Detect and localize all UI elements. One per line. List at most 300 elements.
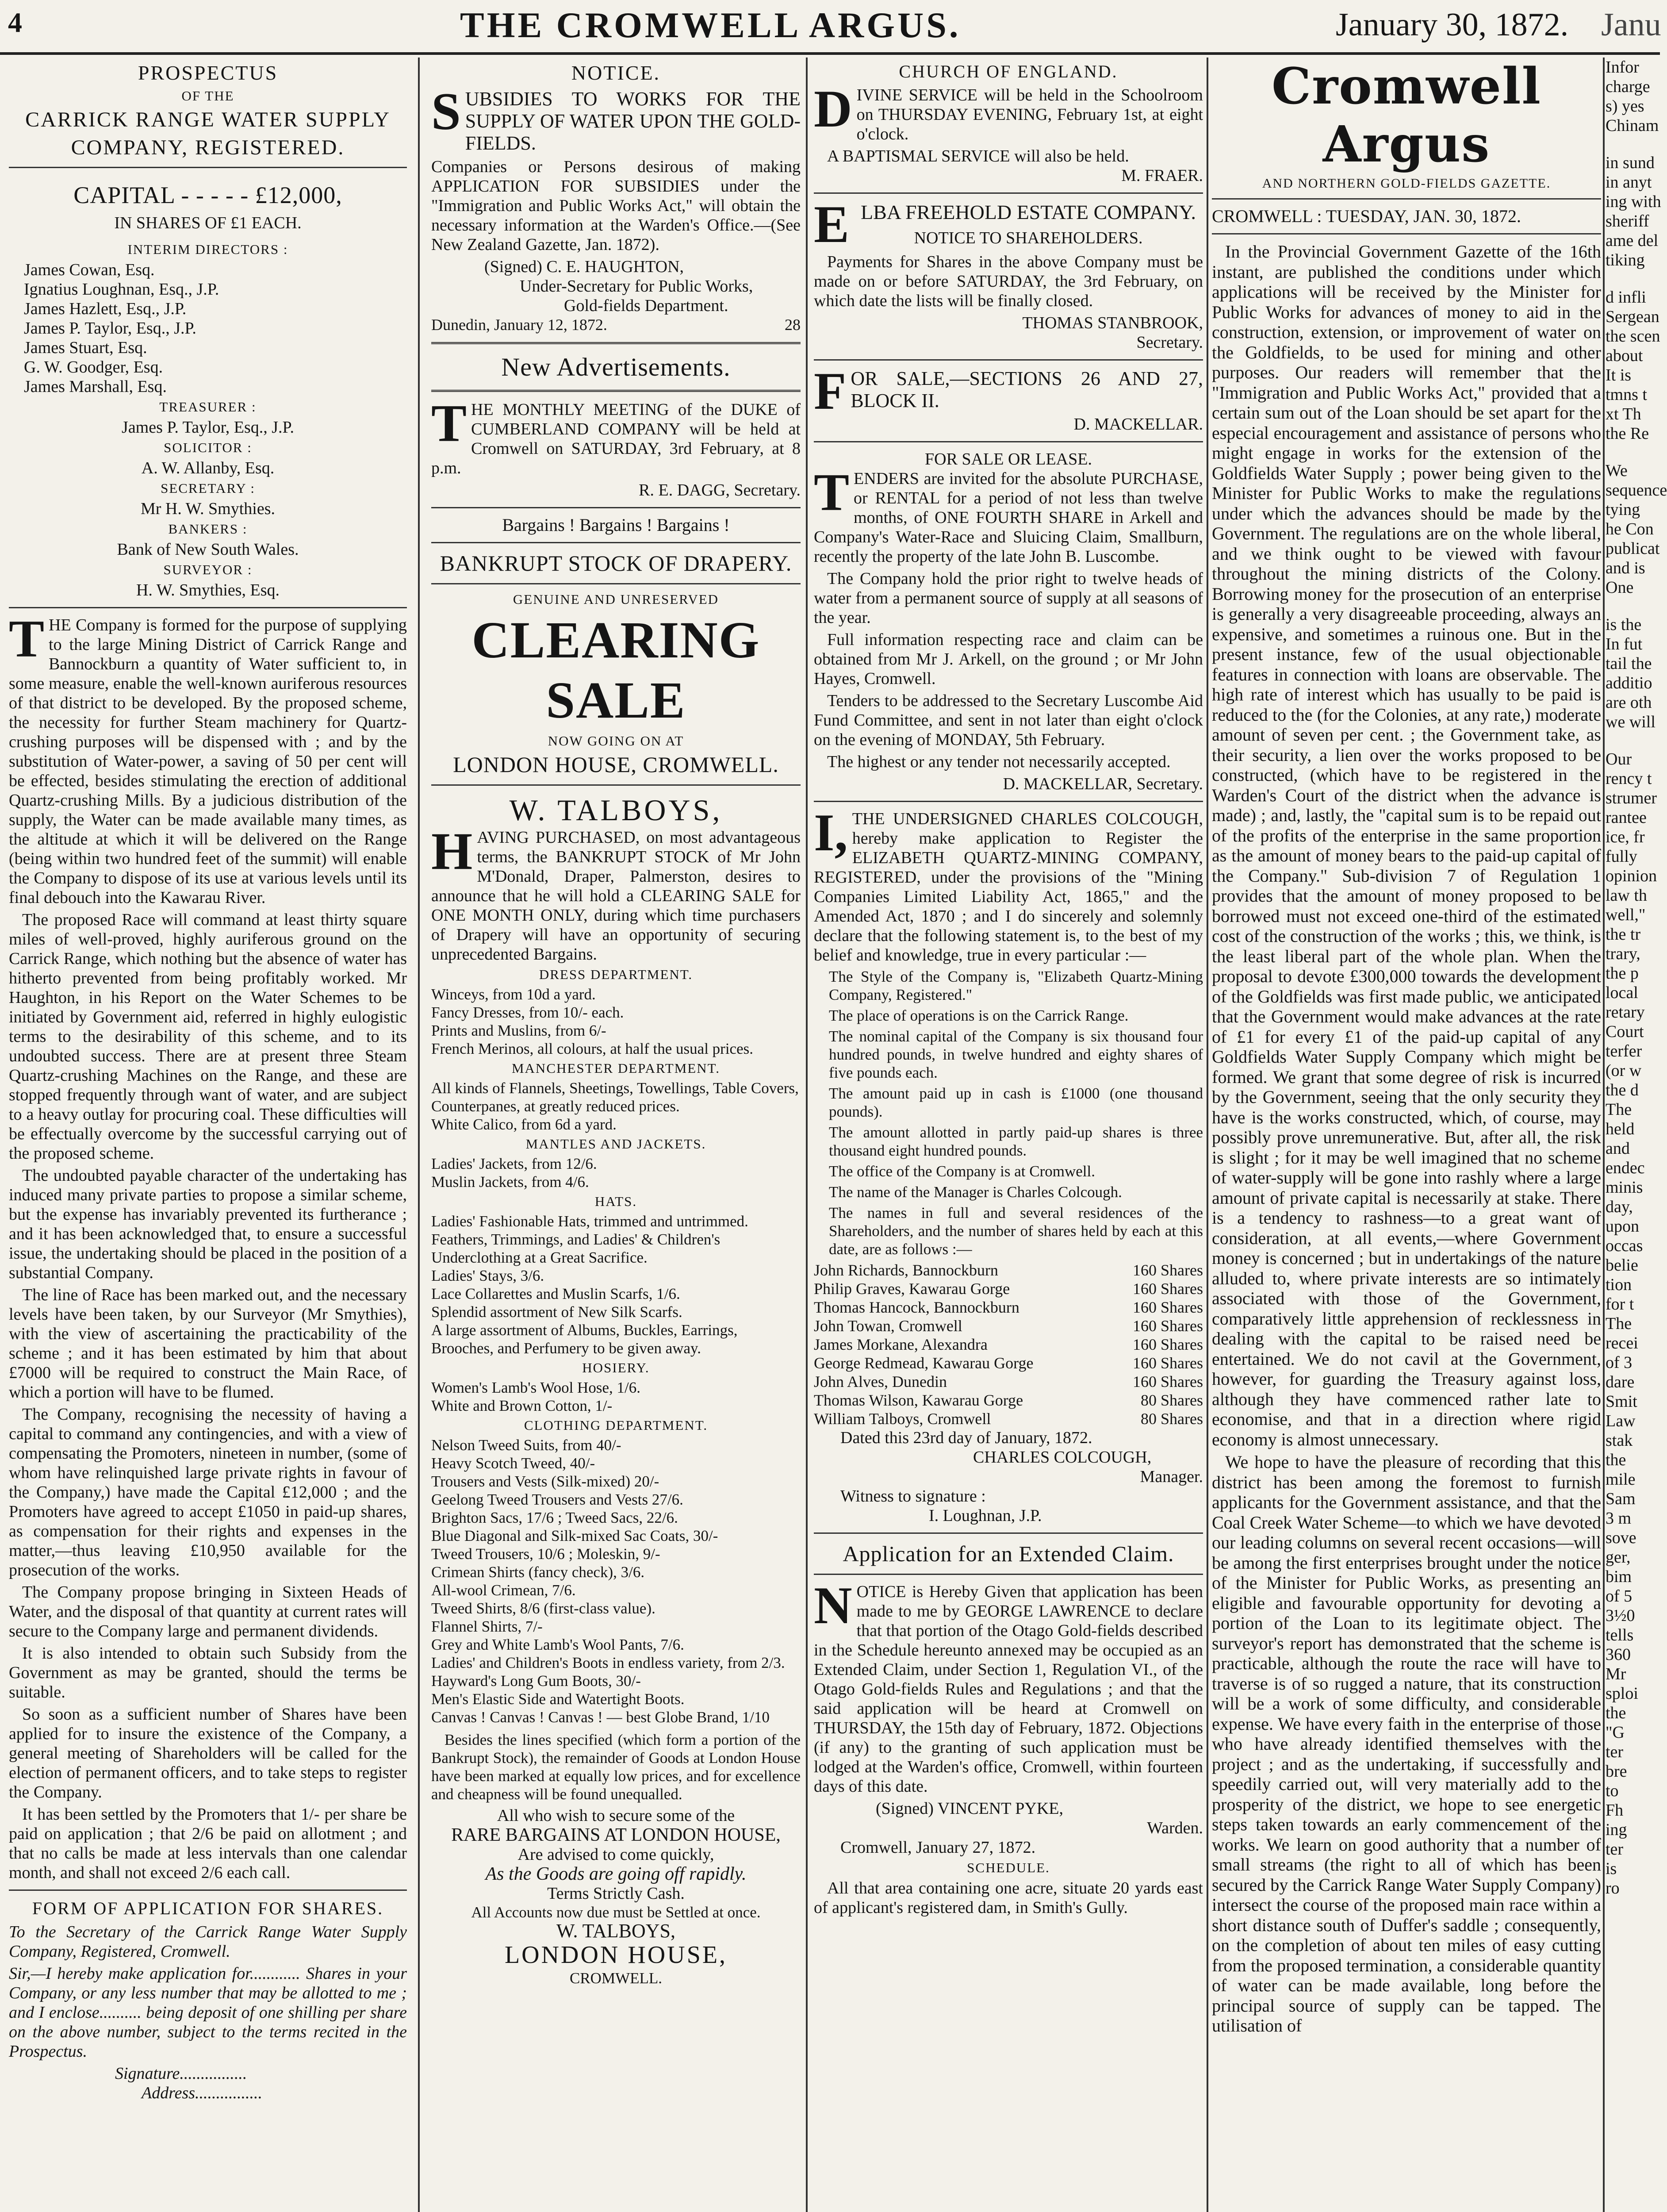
adjacent-page-text-fragment: xt Th <box>1606 405 1641 423</box>
clothing-item: Flannel Shirts, 7/- <box>431 1618 543 1635</box>
adjacent-page-text-fragment: It is <box>1606 366 1632 384</box>
subsidies-body: Companies or Persons desirous of making APPLICATION FOR SUBSIDIES under the "Immigration and Public Works Act," will obtain the necessary information at the Warden's Office.—(See New Zealand Gazette, Jan. 1872). <box>431 157 801 254</box>
page-number: 4 <box>8 7 22 38</box>
adjacent-page-text-fragment: In fut <box>1606 635 1643 653</box>
adjacent-page-text-fragment: d infli <box>1606 288 1646 307</box>
genuine-line: GENUINE AND UNRESERVED <box>513 591 719 607</box>
colcough-item: The names in full and several residences of the Shareholders, and the number of shares held by each at this date, are as follows :— <box>829 1204 1203 1258</box>
elba-notice: NOTICE TO SHAREHOLDERS. <box>914 229 1143 247</box>
church-signature: M. FRAER. <box>1121 166 1203 185</box>
adjacent-page-text-fragment: rency t <box>1606 769 1652 788</box>
adjacent-page-text-fragment: and <box>1606 1139 1630 1158</box>
sale-or-lease-heading: FOR SALE OR LEASE. <box>925 450 1092 469</box>
dated-line: Dated this 23rd day of January, 1872. <box>840 1429 1092 1447</box>
prospectus-paragraph: The Company propose bringing in Sixteen Heads of Water, and the disposal of that quantity at current rates will secure to the Company large and permanent dividends. <box>9 1583 407 1640</box>
adjacent-page-text-fragment: the tr <box>1606 925 1641 944</box>
shareholder-shares: 160 Shares <box>1133 1354 1203 1372</box>
hats-heading: HATS. <box>594 1194 637 1209</box>
colcough-item: The place of operations is on the Carrick Range. <box>829 1007 1129 1024</box>
prospectus-paragraph: The undoubted payable character of the undertaking has induced many private parties to propose a similar scheme, but the expense has invariably prevented its furtherance ; and it has been acknowledged that, to ensure a successful issue, the undertaking should be placed in the position of a substantial Company. <box>9 1166 407 1282</box>
adjacent-page-text-fragment: well," <box>1606 906 1646 924</box>
elba-signature: THOMAS STANBROOK, <box>1022 314 1203 332</box>
paper-subtitle: AND NORTHERN GOLD-FIELDS GAZETTE. <box>1262 176 1551 191</box>
clothing-item: Brighton Sacs, 17/6 ; Tweed Sacs, 22/6. <box>431 1509 678 1526</box>
manchester-items <box>431 1079 801 1133</box>
bargains-line: Bargains ! Bargains ! Bargains ! <box>502 515 730 535</box>
new-advertisements-heading: New Advertisements. <box>501 353 731 381</box>
clothing-heading: CLOTHING DEPARTMENT. <box>524 1417 708 1433</box>
clothing-item: Crimean Shirts (fancy check), 3/6. <box>431 1563 645 1581</box>
column-prospectus <box>9 58 407 2212</box>
adjacent-page-text-fragment: minis <box>1606 1178 1643 1197</box>
clothing-item: Grey and White Lamb's Wool Pants, 7/6. <box>431 1636 684 1653</box>
adjacent-page-text-fragment: Chinam <box>1606 116 1659 135</box>
adjacent-page-text-fragment: tmns t <box>1606 385 1647 404</box>
adjacent-page-text-fragment: 3 m <box>1606 1509 1632 1528</box>
divider <box>814 192 1203 194</box>
divider <box>1212 198 1601 200</box>
dress-dept-heading: DRESS DEPARTMENT. <box>539 967 693 982</box>
adjacent-page-edge: Janu <box>1601 7 1661 43</box>
adjacent-page-text-fragment: about <box>1606 346 1643 365</box>
lodge-signature: R. E. DAGG, Secretary. <box>639 481 801 499</box>
divider <box>431 342 801 344</box>
clothing-item: Geelong Tweed Trousers and Vests 27/6. <box>431 1491 683 1508</box>
shareholder-row <box>814 1317 1203 1335</box>
adjacent-page-text-fragment: mile <box>1606 1470 1636 1489</box>
notice-heading: NOTICE. <box>571 61 661 84</box>
extended-claim-heading: Application for an Extended Claim. <box>843 1541 1174 1566</box>
director-name: James Cowan, Esq. <box>24 261 155 279</box>
adjacent-page-text-fragment: strumer <box>1606 789 1657 807</box>
shareholder-row <box>814 1354 1203 1372</box>
director-name: G. W. Goodger, Esq. <box>24 358 163 376</box>
adjacent-page-text-fragment: the <box>1606 1704 1626 1722</box>
shareholder-name: Philip Graves, Kawarau Gorge <box>814 1280 1010 1298</box>
newspaper-title: THE CROMWELL ARGUS. <box>460 5 961 45</box>
adjacent-page-text-fragment: Court <box>1606 1022 1644 1041</box>
adjacent-page-text-fragment: We <box>1606 461 1628 480</box>
talboys-body: HAVING PURCHASED, on most advantageous terms, the BANKRUPT STOCK of Mr John M'Donald, Draper, Palmerston, desires to announce that he will hold a CLEARING SALE for ONE MONTH ONLY, during which time purchasers of Drapery will have an opportunity of securing unprecedented Bargains. <box>431 822 801 964</box>
column-rule <box>418 58 420 2212</box>
hosiery-item: Women's Lamb's Wool Hose, 1/6. <box>431 1379 640 1396</box>
colcough-item: The name of the Manager is Charles Colcough. <box>829 1183 1122 1201</box>
clothing-item: Nelson Tweed Suits, from 40/- <box>431 1436 621 1454</box>
schedule-heading: SCHEDULE. <box>967 1860 1050 1875</box>
shareholder-name: John Richards, Bannockburn <box>814 1261 998 1279</box>
subsidies-role: Under-Secretary for Public Works, <box>520 277 753 296</box>
colcough-body: I,THE UNDERSIGNED CHARLES COLCOUGH, hereby make application to Register the ELIZABETH QUARTZ-MINING COMPANY, REGISTERED, under the provisions of the "Mining Companies Limited Liability Act, 1865," and the Amended Act, 1870 ; and I do sincerely and solemnly declare that the following statement is, to the best of my belief and knowledge, true in every particular :— <box>814 803 1203 964</box>
adjacent-page-text-fragment: Infor <box>1606 58 1639 77</box>
adjacent-page-text-fragment: stak <box>1606 1431 1633 1450</box>
adjacent-page-text-fragment: ing <box>1606 1820 1627 1839</box>
prospectus-paragraph: It is also intended to obtain such Subsidy from the Government as may be granted, should the terms be suitable. <box>9 1644 407 1701</box>
adjacent-page-text-fragment: Our <box>1606 750 1632 768</box>
mantles-item: Ladies' Jackets, from 12/6. <box>431 1155 597 1172</box>
shareholder-shares: 160 Shares <box>1133 1336 1203 1353</box>
divider <box>1212 233 1601 234</box>
divider <box>814 1532 1203 1534</box>
adjacent-page-text-fragment: The <box>1606 1100 1632 1119</box>
shareholder-shares: 160 Shares <box>1133 1373 1203 1390</box>
hats-item: Feathers, Trimmings, and Ladies' & Children's Underclothing at a Great Sacrifice. <box>431 1231 720 1266</box>
adjacent-page-text-fragment: publicat <box>1606 539 1660 558</box>
mantles-item: Muslin Jackets, from 4/6. <box>431 1173 589 1190</box>
shareholder-name: George Redmead, Kawarau Gorge <box>814 1354 1034 1372</box>
adjacent-page-text-fragment: occas <box>1606 1237 1643 1255</box>
hats-item: Splendid assortment of New Silk Scarfs. <box>431 1303 682 1321</box>
director-name: James Hazlett, Esq., J.P. <box>24 300 187 318</box>
advised-line: Are advised to come quickly, <box>517 1845 714 1864</box>
treasurer-heading: TREASURER : <box>159 399 257 415</box>
clothing-item: All-wool Crimean, 7/6. <box>431 1582 576 1599</box>
schedule-body: All that area containing one acre, situate 20 yards east of applicant's registered dam, in Smith's Gully. <box>814 1879 1203 1917</box>
tenders-body: TENDERS are invited for the absolute PURCHASE, or RENTAL for a period of not less than twelve months, of ONE FOURTH SHARE in Arkell and Company's Water-Race and Sluicing Claim, Smallburn, recently the property of the late John B. Luscombe. <box>814 463 1203 566</box>
subsidies-place: Dunedin, January 12, 1872. <box>431 316 607 334</box>
shareholder-name: John Towan, Cromwell <box>814 1317 962 1335</box>
subsidies-role: Gold-fields Department. <box>564 296 728 315</box>
hats-item: A large assortment of Albums, Buckles, Earrings, Brooches, and Perfumery to be given away. <box>431 1321 738 1357</box>
column-editorial <box>1212 58 1601 2212</box>
clothing-item: Tweed Shirts, 8/6 (first-class value). <box>431 1600 655 1617</box>
editorial-paragraph: We hope to have the pleasure of recording that this district has been among the foremost to furnish applicants for the Government assistance, and that the Coal Creek Water Scheme—to which we have devoted our leading columns on several recent occasions—will be among the first enterprises brought under the notice of the Minister for Public Works, as presenting an eligible and favourable opportunity for devoting a portion of the Loan to its legitimate object. The surveyor's report has demonstrated that the scheme is practicable, although the route the race will have to traverse is of so rugged a nature, that its construction will be a work of some difficulty, and considerable expense. We have every faith in the enterprise of those who have already identified themselves with the project ; and as the undertaking, if successfully and speedily carried out, will very materially add to the prosperity of the district, we hope to see energetic steps taken towards an early commencement of the works. We learn on good authority that a number of small streams (the right to all of which has been secured by the Carrick Range Water Supply Company) intersect the course of the proposed main race within a short distance south of Duffer's saddle ; consequently, on the completion of about ten miles of easy cutting from the proposed termination, a considerable quantity of water can be made available, long before the principal source of supply can be tapped. The utilisation of <box>1212 1452 1601 2035</box>
extended-claim-body: NOTICE is Hereby Given that application has been made to me by GEORGE LAWRENCE to declare that that portion of the Otago Gold-fields described in the Schedule hereunto annexed may be occupied as an Extended Claim, under Section 1, Regulation VI., of the Otago Gold-fields Rules and Regulations ; and that the said application will be heard at Cromwell on THURSDAY, the 15th day of February, 1872. Objections (if any) to the granting of such application must be lodged at the Warden's office, Cromwell, within fourteen days of this date. <box>814 1576 1203 1796</box>
prospectus-paragraph: The line of Race has been marked out, and the necessary levels have been taken, by our Surveyor (Mr Smythies), with the view of ascertaining the practicability of the scheme ; and it has been estimated by him that about £7000 will be required to construct the Main Race, of which a portion will have to be flumed. <box>9 1286 407 1402</box>
adjacent-page-text-fragment: the <box>1606 1451 1626 1469</box>
shareholder-name: Thomas Wilson, Kawarau Gorge <box>814 1391 1023 1409</box>
interim-directors-heading: INTERIM DIRECTORS : <box>127 242 288 257</box>
adjacent-page-text-fragment: Mr <box>1606 1665 1626 1683</box>
elba-title: ELBA FREEHOLD ESTATE COMPANY. <box>814 195 1196 253</box>
prospectus-paragraph: The proposed Race will command at least thirty square miles of well-proved, highly auriferous ground on the Carrick Range, which nothing but the absence of water has hitherto prevented from being profitably worked. Mr Haughton, in his Report on the Water Schemes to be initiated by Government aid, referred in highly eulogistic terms to the desirability of this scheme, and to its undoubted success. There are at present three Steam Quartz-crushing Machines on the Range, and these are stopped frequently through want of water, and are subject to a heavy outlay for procuring coal. These difficulties will be effectually overcome by the successful carrying out of the proposed scheme. <box>9 910 407 1163</box>
adjacent-page-text-fragment: dare <box>1606 1373 1635 1391</box>
treasurer-name: James P. Taylor, Esq., J.P. <box>122 418 294 437</box>
adjacent-page-text-fragment: to <box>1606 1782 1619 1800</box>
column-rule <box>1603 58 1605 2212</box>
solicitor-name: A. W. Allanby, Esq. <box>141 459 275 477</box>
subsidies-number: 28 <box>785 316 801 334</box>
adjacent-page-text-fragment: additio <box>1606 674 1652 692</box>
adjacent-page-text-fragment: he Con <box>1606 520 1654 538</box>
dress-item: Fancy Dresses, from 10/- each. <box>431 1004 624 1021</box>
adjacent-page-text-fragment: ro <box>1606 1879 1620 1897</box>
adjacent-page-text-fragment: Sam <box>1606 1490 1636 1508</box>
editorial-dateline: CROMWELL : TUESDAY, JAN. 30, 1872. <box>1212 206 1521 226</box>
church-heading: CHURCH OF ENGLAND. <box>899 61 1118 81</box>
tenders-paragraph: The Company hold the prior right to twelve heads of water from a permanent source of supply at all seasons of the year. <box>814 569 1203 627</box>
shareholder-shares: 160 Shares <box>1133 1298 1203 1316</box>
adjacent-page-text-fragment: the Re <box>1606 424 1649 443</box>
director-name: James Stuart, Esq. <box>24 338 147 357</box>
director-name: Ignatius Loughnan, Esq., J.P. <box>24 280 219 299</box>
rare-bargains-line: RARE BARGAINS AT LONDON HOUSE, <box>451 1825 781 1845</box>
column-rule <box>1207 58 1208 2212</box>
shareholder-name: Thomas Hancock, Bannockburn <box>814 1298 1019 1316</box>
adjacent-page-text-fragment: ter <box>1606 1743 1624 1761</box>
adjacent-page-text-fragment: tying <box>1606 500 1640 519</box>
shareholder-row <box>814 1335 1203 1354</box>
solicitor-heading: SOLICITOR : <box>164 440 252 455</box>
column-notices <box>814 58 1203 2212</box>
adjacent-page-text-fragment: ame del <box>1606 231 1659 250</box>
adjacent-page-text-fragment: recei <box>1606 1334 1638 1352</box>
adjacent-page-text-fragment: for t <box>1606 1295 1634 1313</box>
now-going-line: NOW GOING ON AT <box>548 733 684 749</box>
extended-claim-role: Warden. <box>1147 1819 1203 1837</box>
divider <box>431 390 801 392</box>
besides-paragraph: Besides the lines specified (which form a portion of the Bankrupt Stock), the remainder of Goods at London House have been marked at equally low prices, and for excellence and cheapness will be found unequalled. <box>431 1731 801 1803</box>
secretary-name: Mr H. W. Smythies. <box>140 499 276 518</box>
divider <box>814 1574 1203 1575</box>
prospectus-paragraph: So soon as a sufficient number of Shares have been applied for to insure the existence of the Company, a general meeting of Shareholders will be called for the election of permanent officers, and to take steps to register the Company. <box>9 1705 407 1801</box>
shareholder-row <box>814 1372 1203 1391</box>
extended-claim-signed: (Signed) VINCENT PYKE, <box>876 1799 1063 1818</box>
mantles-heading: MANTLES AND JACKETS. <box>525 1136 706 1152</box>
tenders-paragraph: The highest or any tender not necessarily accepted. <box>827 753 1171 771</box>
mantles-items <box>431 1155 801 1191</box>
colcough-item: The amount allotted in partly paid-up shares is three thousand eight hundred pounds. <box>829 1124 1203 1159</box>
divider <box>814 359 1203 361</box>
hats-item: Ladies' Fashionable Hats, trimmed and untrimmed. <box>431 1213 748 1230</box>
shares-line: IN SHARES OF £1 EACH. <box>114 214 302 232</box>
prospectus-paragraph: It has been settled by the Promoters that 1/- per share be paid on application ; that 2/6 be paid on allotment ; and that no calls be made at less intervals than one calendar month, and shall not exceed 2/6 each call. <box>9 1805 407 1882</box>
baptismal-line: A BAPTISMAL SERVICE will also be held. <box>827 147 1129 165</box>
application-form-line: Sir,—I hereby make application for............ Shares in your Company, or any less number that may be allotted to me ; and I enclose.......... being deposit of one shilling per share on the above number, subject to the terms recited in the Prospectus. <box>9 1964 407 2061</box>
shareholder-name: John Alves, Dunedin <box>814 1373 947 1390</box>
shareholder-shares: 80 Shares <box>1141 1391 1203 1409</box>
adjacent-page-text-fragment: The <box>1606 1314 1632 1333</box>
company-name-line1: CARRICK RANGE WATER SUPPLY <box>25 108 391 131</box>
shareholder-row <box>814 1391 1203 1409</box>
column-advertisements <box>431 58 801 2212</box>
adjacent-page-text-fragment: sheriff <box>1606 212 1649 230</box>
adjacent-page-text-fragment: of 3 <box>1606 1353 1633 1372</box>
clothing-item: Ladies' and Children's Boots in endless variety, from 2/3. <box>431 1654 785 1671</box>
manchester-item: All kinds of Flannels, Sheetings, Towellings, Table Covers, Counterpanes, at greatly reduced prices. <box>431 1079 799 1115</box>
divider <box>431 542 801 543</box>
subsidies-footer <box>431 315 801 334</box>
shareholder-row <box>814 1279 1203 1298</box>
clothing-item: Heavy Scotch Tweed, 40/- <box>431 1455 595 1472</box>
tenders-paragraph: Tenders to be addressed to the Secretary Luscombe Aid Fund Committee, and sent in not later than eight o'clock on the evening of MONDAY, 5th February. <box>814 691 1203 749</box>
hosiery-item: White and Brown Cotton, 1/- <box>431 1397 613 1414</box>
tenders-paragraph: Full information respecting race and claim can be obtained from Mr J. Arkell, on the ground ; or Mr John Hayes, Cromwell. <box>814 630 1203 688</box>
adjacent-page-text-fragment: One <box>1606 578 1634 597</box>
adjacent-page-text-fragment: Sergean <box>1606 307 1659 326</box>
church-body: DIVINE SERVICE will be held in the Schoolroom on THURSDAY EVENING, February 1st, at eight o'clock. <box>814 79 1203 143</box>
clothing-item: Tweed Trousers, 10/6 ; Moleskin, 9/- <box>431 1545 660 1563</box>
adjacent-page-text-fragment: are oth <box>1606 693 1652 712</box>
talboys-heading: W. TALBOYS, <box>509 793 723 827</box>
subsidies-signed: (Signed) C. E. HAUGHTON, <box>484 257 684 276</box>
colcough-signature: CHARLES COLCOUGH, <box>973 1448 1152 1467</box>
divider <box>431 784 801 786</box>
shareholder-shares: 160 Shares <box>1133 1317 1203 1335</box>
bankers-heading: BANKERS : <box>168 521 248 537</box>
paper-nameplate: Cromwell Argus <box>1271 58 1542 173</box>
editorial-paragraph: In the Provincial Government Gazette of the 16th instant, are published the conditions under which applications will be received by the Minister for Public Works for advances of money to aid in the construction, extension, or improvement of water on the Goldfields, to be used for mining and other purposes. Our readers will remember that the "Immigration and Public Works Act," provided that a certain sum out of the Loan should be set apart for the especial encouragement and assistance of persons who might engage in works for the extension of the Goldfields Water Supply ; power being given to the Minister for Public Works to make the regulations under which the advances should be made by the Government. The regulations are on the whole liberal, and we think ought to be viewed with favour throughout the mining districts of the Colony. Borrowing money for the prosecution of an enterprise is generally a very disagreeable proceeding, always an expensive, and sometimes a ruinous one. But in the present instance, few of the usual objectionable features in connection with loans are observable. The high rate of interest which has usually to be paid is reduced to the (for the Colonies, at any rate,) moderate amount of seven per cent. ; the Government take, as their security, a lien over the works proposed to be constructed, (which have to be registered in the Warden's Court of the district when the advance is made) ; and, lastly, the "capital sum is to be repaid out of the profits of the enterprise in the same proportion as the amount of money bears to the paid-up capital of the Company." Sub-division 7 of Regulation 1 provides that the amount of money proposed to be borrowed must not exceed one-third of the estimated cost of the construction of the works ; this, we think, is the least liberal part of the whole plan. When the proposal to devote £300,000 towards the development of the Goldfields was first made public, we anticipated that the Government would make advances at the rate of £1 for every £1 of the paid-up capital of any Goldfields Water Supply Company which might be formed. We grant that some degree of risk is incurred by the Government, seeing that the only security they have is the works constructed, which, of course, may possibly prove unremunerative. But, after all, the risk is slight ; for it may be well imagined that no scheme of water-supply will be gone into rashly where a large amount of private capital is necessarily at stake. There is a tendency to rashness—to a great want of consideration, at all events,—where Government money is concerned ; but in undertakings of the nature alluded to, where private interests are so intimately associated with those of the Government, comparatively little apprehension of recklessness in dealing with the capital to be raised need be entertained. We do not cavil at the Government, however, for guarding the Treasury against loss, although they have commenced rather late to economise, and that in a direction where rigid economy is almost unnecessary. <box>1212 242 1601 1449</box>
adjacent-page-text-fragment: sove <box>1606 1528 1636 1547</box>
bankrupt-stock-heading: BANKRUPT STOCK OF DRAPERY. <box>440 551 792 576</box>
adjacent-page-text-fragment: terfer <box>1606 1042 1642 1060</box>
divider <box>814 801 1203 802</box>
adjacent-page-text-fragment: Smit <box>1606 1392 1637 1411</box>
going-off-line: As the Goods are going off rapidly. <box>485 1864 747 1884</box>
adjacent-page-text-fragment: sploi <box>1606 1684 1638 1703</box>
sign-name: W. TALBOYS, <box>556 1920 676 1942</box>
adjacent-page-text-fragment: upon <box>1606 1217 1639 1236</box>
adjacent-page-text-fragment: local <box>1606 983 1638 1002</box>
adjacent-page-text-fragment: held <box>1606 1120 1635 1138</box>
hosiery-heading: HOSIERY. <box>582 1360 650 1375</box>
elba-body: Payments for Shares in the above Company must be made on or before SATURDAY, the 3rd February, on which date the lists will be finally closed. <box>814 253 1203 310</box>
adjacent-page-text-fragment: ice, fr <box>1606 828 1645 846</box>
all-who-line: All who wish to secure some of the <box>497 1806 735 1825</box>
adjacent-page-text-fragment: rantee <box>1606 808 1647 827</box>
hats-item: Ladies' Stays, 3/6. <box>431 1267 544 1284</box>
directors-list <box>9 260 407 396</box>
witness-name: I. Loughnan, J.P. <box>929 1506 1042 1525</box>
adjacent-page-text-fragment: "G <box>1606 1723 1625 1742</box>
adjacent-page-text-fragment: tiking <box>1606 251 1645 269</box>
clothing-item: Hayward's Long Gum Boots, 30/- <box>431 1672 641 1690</box>
column-rule <box>806 58 808 2212</box>
adjacent-page-text-fragment: endec <box>1606 1159 1645 1177</box>
clothing-item: Canvas ! Canvas ! Canvas ! — best Globe Brand, 1/10 <box>431 1709 770 1726</box>
bankers-name: Bank of New South Wales. <box>117 540 299 559</box>
dress-item: French Merinos, all colours, at half the usual prices. <box>431 1040 753 1057</box>
adjacent-page-text-fragment: is <box>1606 1859 1617 1878</box>
clothing-item: Men's Elastic Side and Watertight Boots. <box>431 1690 685 1708</box>
hats-items <box>431 1212 801 1357</box>
secretary-heading: SECRETARY : <box>161 480 255 496</box>
adjacent-page-text-fragment: the p <box>1606 964 1639 983</box>
clearing-sale-heading: CLEARING SALE <box>471 611 760 729</box>
adjacent-page-text-fragment: 360 <box>1606 1645 1631 1664</box>
adjacent-page-text-fragment: ing with <box>1606 192 1661 211</box>
colcough-item: The office of the Company is at Cromwell. <box>829 1163 1095 1180</box>
director-name: James P. Taylor, Esq., J.P. <box>24 319 196 338</box>
clothing-item: Blue Diagonal and Silk-mixed Sac Coats, 30/- <box>431 1527 718 1544</box>
for-sale-signature: D. MACKELLAR. <box>1073 415 1203 434</box>
address-line: Address................ <box>142 2084 263 2102</box>
adjacent-page-text-fragment: charge <box>1606 77 1650 96</box>
company-name-line2: COMPANY, REGISTERED. <box>71 136 345 159</box>
masthead <box>0 0 1660 55</box>
sign-town: CROMWELL. <box>569 1970 662 1987</box>
adjacent-page-text-fragment: bre <box>1606 1762 1627 1781</box>
london-house-line: LONDON HOUSE, CROMWELL. <box>453 752 779 777</box>
adjacent-page-text-fragment: belie <box>1606 1256 1638 1275</box>
extended-claim-date: Cromwell, January 27, 1872. <box>840 1838 1036 1857</box>
application-form-line: To the Secretary of the Carrick Range Water Supply Company, Registered, Cromwell. <box>9 1923 407 1961</box>
adjacent-page-text-fragment: in anyt <box>1606 173 1652 192</box>
adjacent-page-text-fragment: bim <box>1606 1567 1632 1586</box>
signature-line: Signature................ <box>115 2064 247 2083</box>
subsidies-title: SUBSIDIES TO WORKS FOR THE SUPPLY OF WATER UPON THE GOLD-FIELDS. <box>431 82 801 154</box>
prospectus-of-the: OF THE <box>181 88 234 104</box>
divider <box>9 607 407 608</box>
adjacent-page-text-fragment: retary <box>1606 1003 1645 1022</box>
for-sale-title: FOR SALE,—SECTIONS 26 AND 27, BLOCK II. <box>814 361 1203 420</box>
adjacent-page-text-fragment: in sund <box>1606 154 1655 172</box>
column-adjacent-page-cropped <box>1606 58 1667 2212</box>
tenders-signature: D. MACKELLAR, Secretary. <box>1003 775 1203 793</box>
clothing-items <box>431 1436 801 1726</box>
adjacent-page-text-fragment: tail the <box>1606 654 1652 673</box>
shareholders-list <box>814 1261 1203 1428</box>
prospectus-paragraph: THE Company is formed for the purpose of supplying to the large Mining District of Carrick Range and Bannockburn a quantity of Water sufficient to, in some measure, enable the well-known auriferous resources of that district to be developed. By the proposed scheme, the necessity for further Steam machinery for Quartz-crushing purposes will be dispensed with ; and by the substitution of Water-power, a saving of 50 per cent will be effected, besides stimulating the erection of additional Quartz-crushing Mills. By a judicious distribution of the supply, the Water can be made available many times, as the altitude at which it will be delivered on the Range (being within two hundred feet of the summit) will enable the Company to dispose of its use at various levels until its final debouch into the Kawarau River. <box>9 609 407 907</box>
colcough-item: The nominal capital of the Company is six thousand four hundred pounds, in twelve hundred and eighty shares of five pounds each. <box>829 1028 1203 1081</box>
divider <box>9 167 407 168</box>
adjacent-page-text-fragment: day, <box>1606 1198 1633 1216</box>
surveyor-heading: SURVEYOR : <box>163 562 253 577</box>
adjacent-page-text-fragment: ger, <box>1606 1548 1631 1567</box>
divider <box>431 583 801 584</box>
director-name: James Marshall, Esq. <box>24 377 167 396</box>
shareholder-name: William Talboys, Cromwell <box>814 1410 991 1428</box>
divider <box>9 1889 407 1891</box>
manchester-dept-heading: MANCHESTER DEPARTMENT. <box>511 1060 720 1076</box>
adjacent-page-text-fragment: ter <box>1606 1840 1624 1859</box>
shareholder-row <box>814 1409 1203 1428</box>
divider <box>431 507 801 508</box>
colcough-item: The Style of the Company is, "Elizabeth Quartz-Mining Company, Registered." <box>829 968 1203 1003</box>
application-form-heading: FORM OF APPLICATION FOR SHARES. <box>32 1898 384 1918</box>
dress-item: Prints and Muslins, from 6/- <box>431 1022 606 1039</box>
shareholder-row <box>814 1298 1203 1317</box>
adjacent-page-text-fragment: the scen <box>1606 327 1660 346</box>
adjacent-page-text-fragment: sequence <box>1606 481 1667 499</box>
elba-role: Secretary. <box>1136 333 1203 352</box>
sign-house: LONDON HOUSE, <box>504 1941 728 1969</box>
colcough-item: The amount paid up in cash is £1000 (one thousand pounds). <box>829 1085 1203 1120</box>
adjacent-page-text-fragment: we will <box>1606 713 1656 731</box>
prospectus-paragraph: The Company, recognising the necessity of having a capital to command any contingencies, and with a view of compensating the Promoters, nineteen in number, (some of whom have relinquished large private rights in favour of the Company,) have made the Capital £12,000 ; and the Promoters have agreed to accept £1050 in paid-up shares, as compensation for their rights and expenses in the matter,—thus leaving £10,950 available for the prosecution of the works. <box>9 1405 407 1579</box>
adjacent-page-text-fragment: 3½0 <box>1606 1606 1635 1625</box>
adjacent-page-text-fragment: trary, <box>1606 945 1640 963</box>
adjacent-page-text-fragment: the d <box>1606 1081 1639 1099</box>
adjacent-page-text-fragment: Law <box>1606 1412 1636 1430</box>
issue-date: January 30, 1872. <box>1336 7 1569 43</box>
shareholder-shares: 160 Shares <box>1133 1280 1203 1298</box>
adjacent-page-text-fragment: tells <box>1606 1626 1634 1644</box>
adjacent-page-text-fragment: is the <box>1606 615 1642 634</box>
adjacent-page-text-fragment: Fh <box>1606 1801 1624 1820</box>
capital-line: CAPITAL - - - - - £12,000, <box>73 182 342 208</box>
shareholder-shares: 80 Shares <box>1141 1410 1203 1428</box>
adjacent-page-text-fragment: opinion <box>1606 867 1657 885</box>
dress-items <box>431 985 801 1058</box>
terms-line: Terms Strictly Cash. <box>547 1884 685 1903</box>
divider <box>814 441 1203 442</box>
witness-line: Witness to signature : <box>840 1487 986 1505</box>
adjacent-page-text-fragment: law th <box>1606 886 1647 905</box>
manchester-item: White Calico, from 6d a yard. <box>431 1116 617 1133</box>
surveyor-name: H. W. Smythies, Esq. <box>136 581 280 599</box>
adjacent-page-text-fragment: (or w <box>1606 1061 1642 1080</box>
hats-item: Lace Collarettes and Muslin Scarfs, 1/6. <box>431 1285 680 1302</box>
shareholder-row <box>814 1261 1203 1279</box>
adjacent-page-text-fragment: of 5 <box>1606 1587 1633 1605</box>
accounts-line: All Accounts now due must be Settled at once. <box>471 1904 761 1921</box>
lodge-meeting-notice: THE MONTHLY MEETING of the DUKE of CUMBERLAND COMPANY will be held at Cromwell on SATURDAY, 3rd February, at 8 p.m. <box>431 394 801 477</box>
adjacent-page-text-fragment: and is <box>1606 559 1645 577</box>
adjacent-page-text-fragment: tion <box>1606 1275 1632 1294</box>
shareholder-name: James Morkane, Alexandra <box>814 1336 988 1353</box>
adjacent-page-text-fragment: s) yes <box>1606 97 1644 115</box>
prospectus-heading: PROSPECTUS <box>138 61 278 84</box>
